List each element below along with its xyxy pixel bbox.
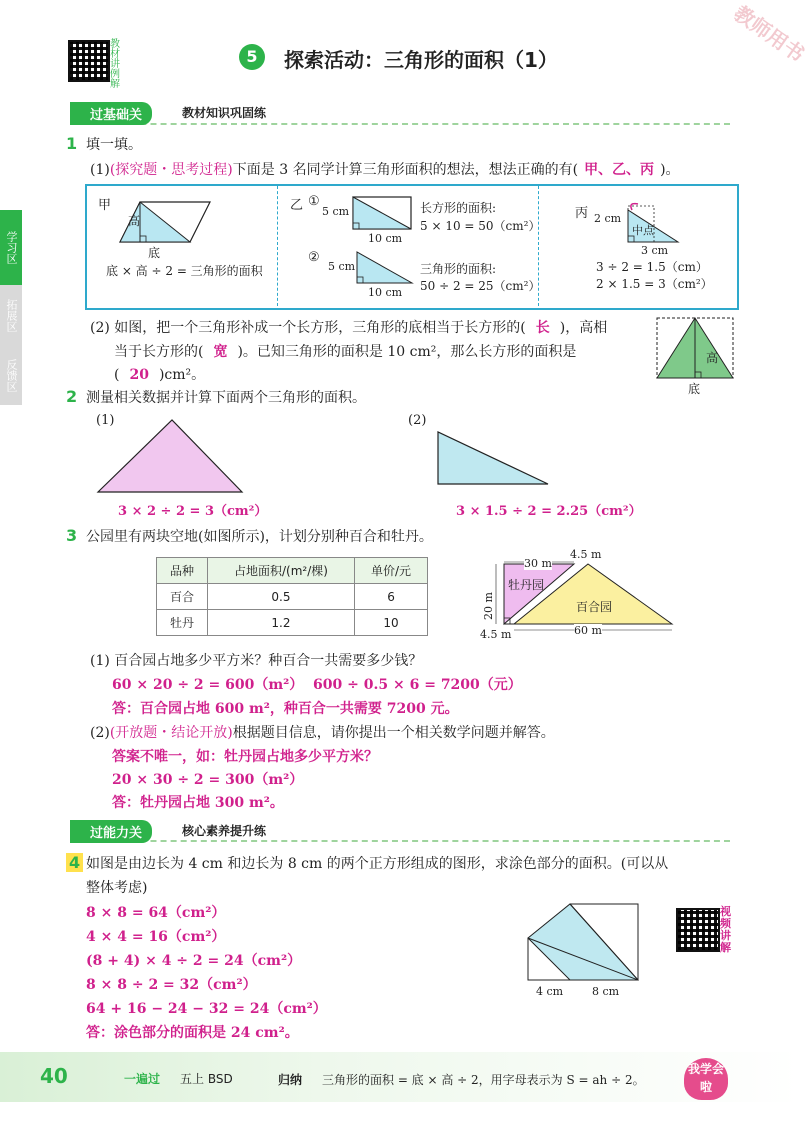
q4-line-4: 8 × 8 ÷ 2 = 32（cm²） xyxy=(86,977,257,993)
jia-label: 甲 xyxy=(98,198,112,213)
page-number: 40 xyxy=(40,1064,68,1088)
bing-formula-2: 2 × 1.5 = 3（cm²） xyxy=(596,277,713,291)
bing-formula-1: 3 ÷ 2 = 1.5（cm） xyxy=(596,260,708,274)
q3-fig-45m-top: 4.5 m xyxy=(570,548,602,561)
table-cell: 6 xyxy=(355,584,428,610)
yi-circle-2: ② xyxy=(308,250,320,265)
bing-label: 丙 xyxy=(575,206,589,221)
q4-title-l1: 如图是由边长为 4 cm 和边长为 8 cm 的两个正方形组成的图形，求涂色部分的面积。(可以从 xyxy=(86,856,669,872)
q4-answer: 答：涂色部分的面积是 24 cm²。 xyxy=(86,1025,299,1041)
video-qr-code[interactable] xyxy=(676,908,720,952)
yi-side5a: 5 cm xyxy=(322,205,350,218)
page-title: 探索活动：三角形的面积（1） xyxy=(284,48,558,72)
q3-fig-30m: 30 m xyxy=(524,557,552,570)
q3-sub2-line2: 20 × 30 ÷ 2 = 300（m²） xyxy=(112,772,304,788)
table-cell: 10 xyxy=(355,610,428,636)
jia-formula: 底 × 高 ÷ 2 = 三角形的面积 xyxy=(106,264,263,278)
yi-tri-label: 三角形的面积: xyxy=(420,262,497,276)
q3-sub2 xyxy=(90,722,555,742)
side-tab-extend[interactable]: 拓展区 xyxy=(0,285,22,345)
yi-label: 乙 xyxy=(290,198,304,213)
table-cell: 百合 xyxy=(157,584,208,610)
q3-sub2-text: 根据题目信息，请你提出一个相关数学问题并解答。 xyxy=(232,725,555,741)
footer-brand: 一遍过 xyxy=(124,1072,161,1086)
q3-sub2-line1: 答案不唯一，如：牡丹园占地多少平方米？ xyxy=(112,749,378,765)
bing-mid: 中点 xyxy=(632,224,654,237)
yi-side5b: 5 cm xyxy=(328,260,356,273)
q1-part2-line1 xyxy=(90,317,607,337)
q1-p2-l2a: 当于长方形的( xyxy=(114,344,204,360)
learned-badge: 我学会啦 xyxy=(684,1058,728,1100)
q3-fig-60m: 60 m xyxy=(574,624,602,637)
q3-fig-20m: 20 m xyxy=(482,592,495,620)
jia-di: 底 xyxy=(148,246,161,260)
q1-p1-tag: (探究题・思考过程) xyxy=(109,162,233,178)
qr-code[interactable] xyxy=(68,40,110,82)
table-cell: 牡丹 xyxy=(157,610,208,636)
q1-p1-answer: 甲、乙、丙 xyxy=(584,162,655,178)
summary-label: 归纳 xyxy=(278,1073,303,1087)
section-divider xyxy=(70,840,730,842)
q3-sub2-line3: 答：牡丹园占地 300 m²。 xyxy=(112,795,284,811)
q1-part1 xyxy=(90,159,680,179)
bing-side2: 2 cm xyxy=(594,212,622,225)
qr-label: 教材讲例解 xyxy=(110,39,120,90)
q1-p2-ans3: 20 xyxy=(129,367,149,383)
table-cell: 1.2 xyxy=(207,610,354,636)
q2-triangle-2 xyxy=(436,430,552,486)
q2-answer-1: 3 × 2 ÷ 2 = 3（cm²） xyxy=(118,504,268,519)
q3-sub1: (1) 百合园占地多少平方米？种百合一共需要多少钱？ xyxy=(90,653,423,669)
q4-squares-figure xyxy=(524,900,640,984)
yi-figure-1 xyxy=(352,196,414,232)
q1-part2-line3 xyxy=(114,364,205,384)
q3-sub2-prefix: (2) xyxy=(90,725,110,741)
q3-table xyxy=(156,557,428,636)
yi-rect-formula: 5 × 10 = 50（cm²） xyxy=(420,219,541,233)
q1-fig-di: 底 xyxy=(688,382,701,396)
lesson-number-badge: 5 xyxy=(239,44,265,70)
section-subtitle-basic: 教材知识巩固练 xyxy=(182,106,267,120)
section-banner-basic: 过基础关 xyxy=(70,102,152,125)
table-cell: 0.5 xyxy=(207,584,354,610)
yi-rect-label: 长方形的面积: xyxy=(420,201,497,215)
jia-gao: 高 xyxy=(128,214,141,228)
q4-line-5: 64 + 16 − 24 − 32 = 24（cm²） xyxy=(86,1001,327,1017)
side-tab-learn[interactable]: 学习区 xyxy=(0,210,22,285)
q4-line-1: 8 × 8 = 64（cm²） xyxy=(86,905,226,921)
q1-p2-l1b: )，高相 xyxy=(559,320,608,336)
corner-stamp: 教师用书 xyxy=(729,0,809,67)
q4-title-l2: 整体考虑) xyxy=(86,880,148,896)
yi-side10b: 10 cm xyxy=(368,286,403,299)
q2-title: 测量相关数据并计算下面两个三角形的面积。 xyxy=(86,390,366,406)
q2-label2: (2) xyxy=(408,413,427,428)
q4-number: 4 xyxy=(66,853,83,872)
q1-fig-gao: 高 xyxy=(706,351,719,365)
bing-side3: 3 cm xyxy=(641,244,669,257)
q1-part2-line2 xyxy=(114,341,576,361)
q3-sub1-answer: 答：百合园占地 600 m²，种百合一共需要 7200 元。 xyxy=(112,701,459,717)
q1-p2-ans1: 长 xyxy=(535,320,550,336)
jia-figure xyxy=(110,198,220,246)
q1-p2-l1a: (2) 如图，把一个三角形补成一个长方形，三角形的底相当于长方形的( xyxy=(90,320,526,336)
q1-p1-prefix: (1) xyxy=(90,162,110,178)
q1-p1-text: 下面是 3 名同学计算三角形面积的想法，想法正确的有( xyxy=(232,162,579,178)
table-header-cell: 品种 xyxy=(157,558,208,584)
q1-p2-l2b: )。已知三角形的面积是 10 cm²，那么长方形的面积是 xyxy=(237,344,577,360)
q3-number: 3 xyxy=(66,526,78,545)
q3-sub2-tag: (开放题・结论开放) xyxy=(109,725,233,741)
yi-circle-1: ① xyxy=(308,194,320,209)
video-label: 视频讲解 xyxy=(720,905,731,954)
q3-sub1-calc: 60 × 20 ÷ 2 = 600（m²） 600 ÷ 0.5 × 6 = 7200（元） xyxy=(112,677,522,693)
q2-triangle-1 xyxy=(96,418,246,494)
methods-divider-1 xyxy=(277,186,278,306)
yi-side10a: 10 cm xyxy=(368,232,403,245)
table-row xyxy=(157,584,428,610)
q1-title: 填一填。 xyxy=(86,137,142,153)
table-header-cell: 单价/元 xyxy=(355,558,428,584)
q2-answer-2: 3 × 1.5 ÷ 2 = 2.25（cm²） xyxy=(456,504,642,519)
q1-part2-figure xyxy=(655,316,735,380)
q2-number: 2 xyxy=(66,387,78,406)
section-banner-ability: 过能力关 xyxy=(70,820,152,843)
summary-text: 三角形的面积 = 底 × 高 ÷ 2，用字母表示为 S = ah ÷ 2。 xyxy=(322,1073,645,1087)
table-header-cell: 占地面积/(m²/棵) xyxy=(207,558,354,584)
q2-label1: (1) xyxy=(96,413,115,428)
yi-tri-formula: 50 ÷ 2 = 25（cm²） xyxy=(420,279,541,293)
q4-fig-4cm: 4 cm xyxy=(536,985,564,998)
section-subtitle-ability: 核心素养提升练 xyxy=(182,824,267,838)
yi-figure-2 xyxy=(355,250,415,286)
q3-fig-mudan: 牡丹园 xyxy=(508,578,545,592)
q1-p2-ans2: 宽 xyxy=(213,344,228,360)
q4-fig-8cm: 8 cm xyxy=(592,985,620,998)
q1-number: 1 xyxy=(66,134,78,153)
footer-grade: 五上 BSD xyxy=(180,1072,233,1086)
table-header-row xyxy=(157,558,428,584)
q3-fig-45m-bot: 4.5 m xyxy=(480,628,512,641)
q1-p2-l3a: ( xyxy=(114,367,120,383)
q3-fig-baihe: 百合园 xyxy=(576,600,613,614)
section-divider xyxy=(70,123,730,125)
table-row xyxy=(157,610,428,636)
side-tab-feedback[interactable]: 反馈区 xyxy=(0,345,22,405)
q1-p1-close: )。 xyxy=(660,162,680,178)
q3-title: 公园里有两块空地(如图所示)，计划分别种百合和牡丹。 xyxy=(86,529,433,545)
q4-line-2: 4 × 4 = 16（cm²） xyxy=(86,929,226,945)
q1-p2-l3b: )cm²。 xyxy=(158,367,206,383)
q4-line-3: (8 + 4) × 4 ÷ 2 = 24（cm²） xyxy=(86,953,302,969)
